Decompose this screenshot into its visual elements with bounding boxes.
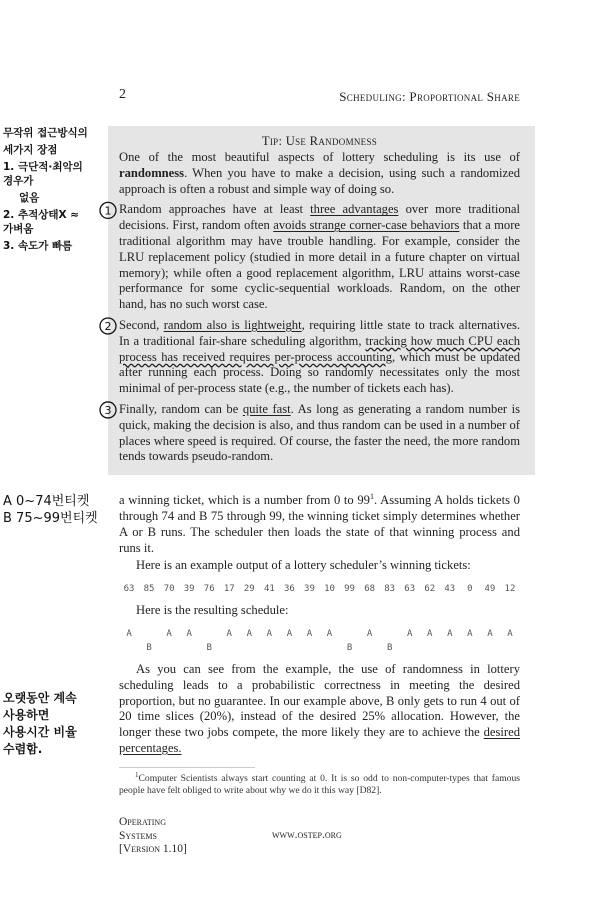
tip-title: Tip: Use Randomness <box>261 134 378 148</box>
ticket-value: 39 <box>304 584 315 595</box>
footer-book: Operating Systems [Version 1.10] <box>119 816 187 855</box>
schedule-slot: A <box>266 628 273 639</box>
schedule-slot: A <box>487 628 493 639</box>
ticket-value: 0 <box>467 584 473 595</box>
body-paragraph-4: As you can see from the example, the use of randomness in lottery scheduling leads to a probabilistic correctness in meeting the desired proportion, but no guarantee. In our example above, B only gets to run 4 out of 20 time slices (20%), instead of the desired 25% allocation. However, the longer these two jobs compete, the more likely they are to achieve the desired percentages. <box>119 661 520 755</box>
annotation-note-1: 오랫동안 계속 <box>3 690 77 705</box>
schedule-slot: A <box>507 628 513 639</box>
schedule-slot: A <box>447 628 453 639</box>
schedule-slot: A <box>326 628 333 639</box>
body-paragraph-3: Here is the resulting schedule: <box>136 603 289 618</box>
schedule-slot: A <box>186 628 192 639</box>
ticket-value: 68 <box>364 584 376 595</box>
ticket-value: 70 <box>163 584 175 595</box>
tip-paragraph-3: Second, random also is lightweight, requiring little state to track alternatives. In a traditional fair-share scheduling algorithm, tracking how much CPU each process has received requires per-process accounting, which must be updated after running each process. Doing so randomly necessitates only the most minimal of per-process state (e.g., the number of tickets each has). <box>119 317 520 396</box>
circle-3-label: 3 <box>104 403 112 417</box>
annotation-title-1: 무작위 접근방식의 <box>3 127 88 139</box>
annotation-title-2: 세가지 장점 <box>3 144 58 156</box>
schedule-slot: A <box>467 628 473 639</box>
schedule-slot: A <box>306 628 313 639</box>
schedule-slot: A <box>246 628 253 639</box>
schedule-slot: A <box>226 628 232 639</box>
ticket-value: 99 <box>344 584 355 595</box>
tip-paragraph-2: Random approaches have at least three advantages over more traditional decisions. First, random often avoids strange corner-case behaviors that a more traditional algorithm may have trouble handling. For example, consider the LRU replacement policy (studied in more detail in a future chapter on virtual memory); while often a good replacement algorithm, LRU attains worst-case performance for some cyclic-sequential workloads. Random, on the other hand, has no such worst case. <box>119 202 520 312</box>
schedule-slot: B <box>146 642 152 653</box>
ticket-value: 76 <box>203 584 215 595</box>
tip-paragraph-1: One of the most beautiful aspects of lottery scheduling is its use of randomness. When you have to make a decision, using such a randomized approach is often a robust and simple way of doing so. <box>119 150 520 196</box>
circle-1-label: 1 <box>104 204 112 218</box>
schedule-slot: A <box>166 628 172 639</box>
footer-url[interactable]: www.ostep.org <box>272 829 342 841</box>
circle-2-label: 2 <box>104 319 112 333</box>
ticket-value: 63 <box>404 584 416 595</box>
annotation-ticket-a: A 0~74번티켓 <box>3 494 90 510</box>
chapter-title: Scheduling: Proportional Share <box>339 89 520 104</box>
ticket-value: 36 <box>283 584 295 595</box>
ticket-value: 85 <box>143 584 155 595</box>
schedule-slot: A <box>366 628 373 639</box>
ticket-value: 63 <box>123 584 135 595</box>
ticket-value: 29 <box>243 584 255 595</box>
schedule-slot: A <box>286 628 293 639</box>
annotation-note-4: 수렴함. <box>3 741 43 756</box>
ticket-value: 83 <box>384 584 396 595</box>
schedule-slot: A <box>427 628 433 639</box>
annotation-ticket-b: B 75~99번티켓 <box>3 511 98 527</box>
annotation-item-1b: 없음 <box>19 192 40 204</box>
ticket-value: 43 <box>444 584 456 595</box>
page-number: 2 <box>119 87 126 102</box>
body-paragraph-1: a winning ticket, which is a number from 0 to $99^1$. Assuming A holds tickets 0 through 74 and B 75 through 99, the winning ticket simply determines whether A or B runs. The scheduler then loads the state of that winning process and runs it. <box>119 491 520 555</box>
annotation-item-1a: 1. 극단적·최악의 경우가 <box>3 161 83 187</box>
annotation-item-2: 2. 추적상태X ≈ 가벼움 <box>3 209 80 235</box>
schedule-slot: A <box>126 628 132 639</box>
tip-paragraph-4: Finally, random can be quite fast. As long as generating a random number is quick, making the decision is also, and thus random can be used in a number of places where speed is required. Of course, the faster the need, the more random tends towards pseudo-random. <box>119 401 520 464</box>
ticket-value: 10 <box>324 584 335 595</box>
annotation-item-3: 3. 속도가 빠름 <box>3 240 73 252</box>
annotation-note-2: 사용하면 <box>3 707 50 722</box>
ticket-value: 39 <box>183 584 195 595</box>
schedule-slot: B <box>386 642 393 653</box>
body-paragraph-2: Here is an example output of a lottery scheduler’s winning tickets: <box>136 558 471 573</box>
ticket-value: 12 <box>504 584 516 595</box>
ticket-value: 41 <box>263 584 275 595</box>
schedule-slot: B <box>346 642 353 653</box>
ticket-value: 49 <box>484 584 496 595</box>
schedule-slot: B <box>206 642 212 653</box>
ticket-value: 62 <box>424 584 436 595</box>
ticket-value: 17 <box>223 584 235 595</box>
schedule-slot: A <box>407 628 413 639</box>
annotation-note-3: 사용시간 비율 <box>3 724 77 739</box>
footnote: $^1$Computer Scientists always start counting at 0. It is so odd to non-computer-types that famous people have felt obliged to write about why we do it this way [D82]. <box>119 770 520 796</box>
